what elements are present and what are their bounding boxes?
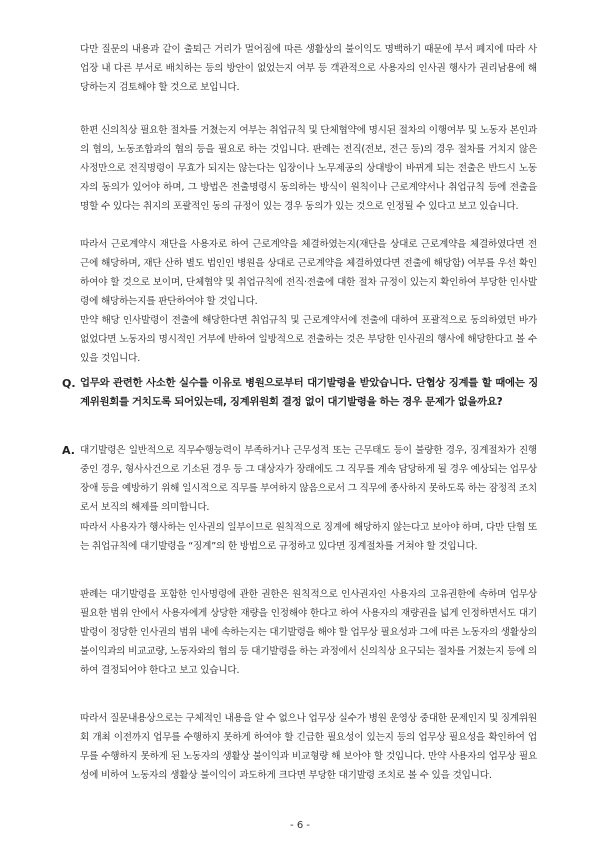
paragraph-conclusion: 만약 해당 인사발령이 전출에 해당한다면 취업규칙 및 근로계약서에 전출에 대하여 포괄적으로 동의하였던 바가 없었다면 노동자의 명시적인 거부에 반하여 일방적으로 전출하는 것은 부당한 인사권의 행사에 해당한다고 볼 수 있을 것입니다. [80,315,537,364]
answer-paragraph-precedent: 판례는 대기발령을 포함한 인사명령에 관한 권한은 원칙적으로 인사권자인 사용자의 고유권한에 속하며 업무상 필요한 범위 안에서 사용자에게 상당한 재량을 인정해야 한다고 하여 사용자의 재량권을 넓게 인정하면서도 대기발령이 정당한 인사권의 범위 내에 속하는지는 대기발령을 해야 할 업무상 필요성과 그에 따른 노동자의 생활상의 불이익과의 비교교량, 노동자와의 협의 등 대기발령을 하는 과정에서 신의칙상 요구되는 절차를 거쳤는지 등에 의하여 결정되어야 한다고 보고 있습니다. [80,589,538,676]
answer-label: A. [62,444,75,457]
question-label: Q. [62,377,76,390]
paragraph-transfer-review: 다만 질문의 내용과 같이 출퇴근 거리가 멀어짐에 따른 생활상의 불이익도 명백하기 때문에 부서 폐지에 따라 사업장 내 다른 부서로 배치하는 등의 방안이 없었는지 여부 등 객관적으로 사용자의 인사권 행사가 권리남용에 해당하는지 검토해야 할 것으로 보입니다. [80,44,537,93]
answer-paragraph-judgement: 따라서 질문내용상으로는 구체적인 내용을 알 수 없으나 업무상 실수가 병원 운영상 중대한 문제인지 및 징계위원회 개최 이전까지 업무를 수행하지 못하게 하여야 할 긴급한 필요성이 있는지 등의 업무상 필요성을 확인하여 업무를 수행하지 못하게 된 노동자의 생활상 불이익과 비교형량 해 보아야 할 것입니다. 만약 사용자의 업무상 필요성에 비하여 노동자의 생활상 불이익이 과도하게 크다면 부당한 대기발령 조치로 볼 수 있을 것입니다. [80,713,538,781]
answer-paragraph-personnel-right: 따라서 사용자가 행사하는 인사권의 일부이므로 원칙적으로 징계에 해당하지 않는다고 보아야 하며, 다만 단협 또는 취업규칙에 대기발령을 “징계”의 한 방법으로 규정하고 있다면 징계절차를 거쳐야 할 것입니다. [80,522,538,552]
question-text: 업무와 관련한 사소한 실수를 이유로 병원으로부터 대기발령을 받았습니다. 단협상 징계를 할 때에는 징계위원회를 거치도록 되어있는데, 징계위원회 결정 없이 대기발령을 하는 경우 문제가 없을까요? [80,377,538,408]
page-number: - 6 - [290,820,310,831]
paragraph-contract-check: 따라서 근로계약시 재단을 사용자로 하여 근로계약을 체결하였는지(재단을 상대로 근로계약을 체결하였다면 전근에 해당하며, 재단 산하 별도 법인인 병원을 상대로 근로계약을 체결하였다면 전출에 해당함) 여부를 우선 확인하여야 할 것으로 보이며, 단체협약 및 취업규칙에 전직·전출에 대한 절차 규정이 있는지 확인하여 부당한 인사발령에 해당하는지를 판단하여야 할 것입니다. [80,239,537,307]
answer-paragraph-definition: 대기발령은 일반적으로 직무수행능력이 부족하거나 근무성적 또는 근무태도 등이 불량한 경우, 징계절차가 진행 중인 경우, 형사사건으로 기소된 경우 등 그 대상자가 장래에도 그 직무를 계속 담당하게 될 경우 예상되는 업무상 장애 등을 예방하기 위해 일시적으로 직무를 부여하지 않음으로서 그 직무에 종사하지 못하도록 하는 잠정적 조치로서 보직의 해제를 의미합니다. [80,445,538,513]
paragraph-procedure: 한편 신의칙상 필요한 절차를 거쳤는지 여부는 취업규칙 및 단체협약에 명시된 절차의 이행여부 및 노동자 본인과의 협의, 노동조합과의 협의 등을 필요로 하는 것입니다. 판례는 전직(전보, 전근 등)의 경우 절차를 거치지 않은 사정만으로 전직명령이 무효가 되지는 않는다는 입장이나 노무제공의 상대방이 바뀌게 되는 전출은 반드시 노동자의 동의가 있어야 하며, 그 방법은 전출명령시 동의하는 방식이 원칙이나 근로계약서나 취업규칙 등에 전출을 명할 수 있다는 취지의 포괄적인 동의 규정이 있는 경우 동의가 있는 것으로 인정될 수 있다고 보고 있습니다. [80,125,538,212]
